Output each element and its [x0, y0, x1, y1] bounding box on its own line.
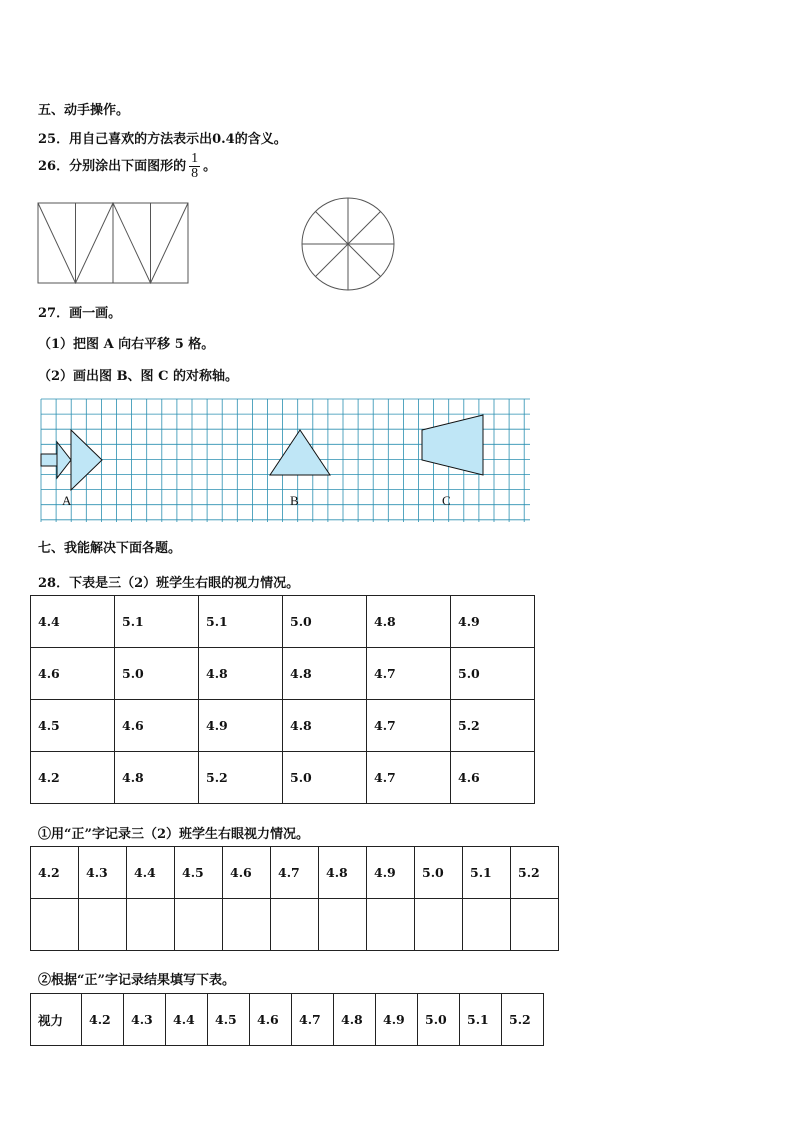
question-26-suffix: 。 — [203, 159, 217, 174]
table-cell: 4.7 — [367, 648, 451, 700]
fraction-one-eighth — [189, 152, 200, 181]
tally-header-cell: 4.9 — [367, 847, 415, 899]
section-7-title: 七、我能解决下面各题。 — [38, 541, 182, 556]
table-cell: 4.7 — [367, 752, 451, 804]
frequency-header-cell: 4.6 — [250, 994, 292, 1046]
circle-figure — [300, 196, 396, 292]
table-cell: 4.2 — [31, 752, 115, 804]
table-cell: 5.0 — [115, 648, 199, 700]
tally-input-cell[interactable] — [271, 899, 319, 951]
table-cell: 4.9 — [451, 596, 535, 648]
table-cell: 5.0 — [451, 648, 535, 700]
tally-table — [30, 846, 559, 951]
vision-data-table — [30, 595, 535, 804]
tally-header-cell: 5.0 — [415, 847, 463, 899]
label-b: B — [290, 493, 299, 508]
question-25: 25．用自己喜欢的方法表示出0.4的含义。 — [38, 132, 287, 147]
frequency-header-cell: 4.7 — [292, 994, 334, 1046]
table-cell: 5.1 — [199, 596, 283, 648]
question-28-part-1: ①用“正”字记录三（2）班学生右眼视力情况。 — [38, 827, 310, 842]
tally-input-cell[interactable] — [511, 899, 559, 951]
question-27: 27．画一画。 — [38, 306, 122, 321]
section-5-title: 五、动手操作。 — [38, 103, 130, 118]
frequency-label-cell: 视力 — [31, 994, 82, 1046]
tally-header-cell: 4.5 — [175, 847, 223, 899]
tally-header-cell: 4.6 — [223, 847, 271, 899]
question-27-part-1: （1）把图 A 向右平移 5 格。 — [38, 337, 215, 352]
tally-header-cell: 4.4 — [127, 847, 175, 899]
table-row — [31, 596, 535, 648]
table-cell: 5.2 — [451, 700, 535, 752]
rectangle-figure — [37, 202, 189, 284]
table-cell: 4.8 — [283, 648, 367, 700]
frequency-header-cell: 4.4 — [166, 994, 208, 1046]
label-c: C — [442, 493, 451, 508]
frequency-header-cell: 5.2 — [502, 994, 544, 1046]
table-cell: 4.8 — [115, 752, 199, 804]
table-cell: 4.4 — [31, 596, 115, 648]
tally-input-cell[interactable] — [415, 899, 463, 951]
table-cell: 4.6 — [31, 648, 115, 700]
tally-header-cell: 5.1 — [463, 847, 511, 899]
frequency-header-cell: 5.0 — [418, 994, 460, 1046]
tally-header-cell: 4.7 — [271, 847, 319, 899]
tally-header-cell: 4.3 — [79, 847, 127, 899]
tally-input-cell[interactable] — [367, 899, 415, 951]
table-cell: 4.6 — [451, 752, 535, 804]
drawing-grid — [40, 398, 531, 523]
table-cell: 4.7 — [367, 700, 451, 752]
tally-input-cell[interactable] — [463, 899, 511, 951]
frequency-header-row — [31, 994, 544, 1046]
table-cell: 4.8 — [283, 700, 367, 752]
question-28-part-2: ②根据“正”字记录结果填写下表。 — [38, 973, 235, 988]
question-26-text: 26．分别涂出下面图形的 — [38, 159, 187, 174]
frequency-header-cell: 4.3 — [124, 994, 166, 1046]
frequency-table — [30, 993, 544, 1046]
tally-input-cell[interactable] — [127, 899, 175, 951]
tally-header-row — [31, 847, 559, 899]
table-cell: 4.8 — [367, 596, 451, 648]
label-a: A — [62, 493, 72, 508]
question-27-part-2: （2）画出图 B、图 C 的对称轴。 — [38, 369, 238, 384]
question-26 — [38, 152, 216, 181]
table-cell: 4.6 — [115, 700, 199, 752]
table-cell: 5.2 — [199, 752, 283, 804]
table-cell: 5.0 — [283, 596, 367, 648]
table-cell: 4.9 — [199, 700, 283, 752]
tally-input-cell[interactable] — [175, 899, 223, 951]
frequency-header-cell: 4.2 — [82, 994, 124, 1046]
table-row — [31, 752, 535, 804]
tally-header-cell: 4.2 — [31, 847, 79, 899]
arrow-head-small — [57, 442, 71, 478]
tally-input-cell[interactable] — [223, 899, 271, 951]
table-cell: 5.1 — [115, 596, 199, 648]
tally-header-cell: 4.8 — [319, 847, 367, 899]
frequency-header-cell: 4.5 — [208, 994, 250, 1046]
table-cell: 4.5 — [31, 700, 115, 752]
table-cell: 4.8 — [199, 648, 283, 700]
tally-input-cell[interactable] — [319, 899, 367, 951]
frequency-header-cell: 4.8 — [334, 994, 376, 1046]
shape-c-trapezoid — [422, 415, 483, 475]
tally-input-cell[interactable] — [79, 899, 127, 951]
question-28: 28．下表是三（2）班学生右眼的视力情况。 — [38, 576, 300, 591]
frequency-header-cell: 4.9 — [376, 994, 418, 1046]
fraction-denominator: 8 — [191, 166, 199, 181]
tally-input-cell[interactable] — [31, 899, 79, 951]
tally-header-cell: 5.2 — [511, 847, 559, 899]
shape-b-triangle — [270, 430, 330, 475]
tally-empty-row — [31, 899, 559, 951]
fraction-numerator: 1 — [191, 151, 199, 166]
frequency-header-cell: 5.1 — [460, 994, 502, 1046]
table-row — [31, 648, 535, 700]
table-row — [31, 700, 535, 752]
arrow-shaft — [41, 454, 57, 466]
table-cell: 5.0 — [283, 752, 367, 804]
